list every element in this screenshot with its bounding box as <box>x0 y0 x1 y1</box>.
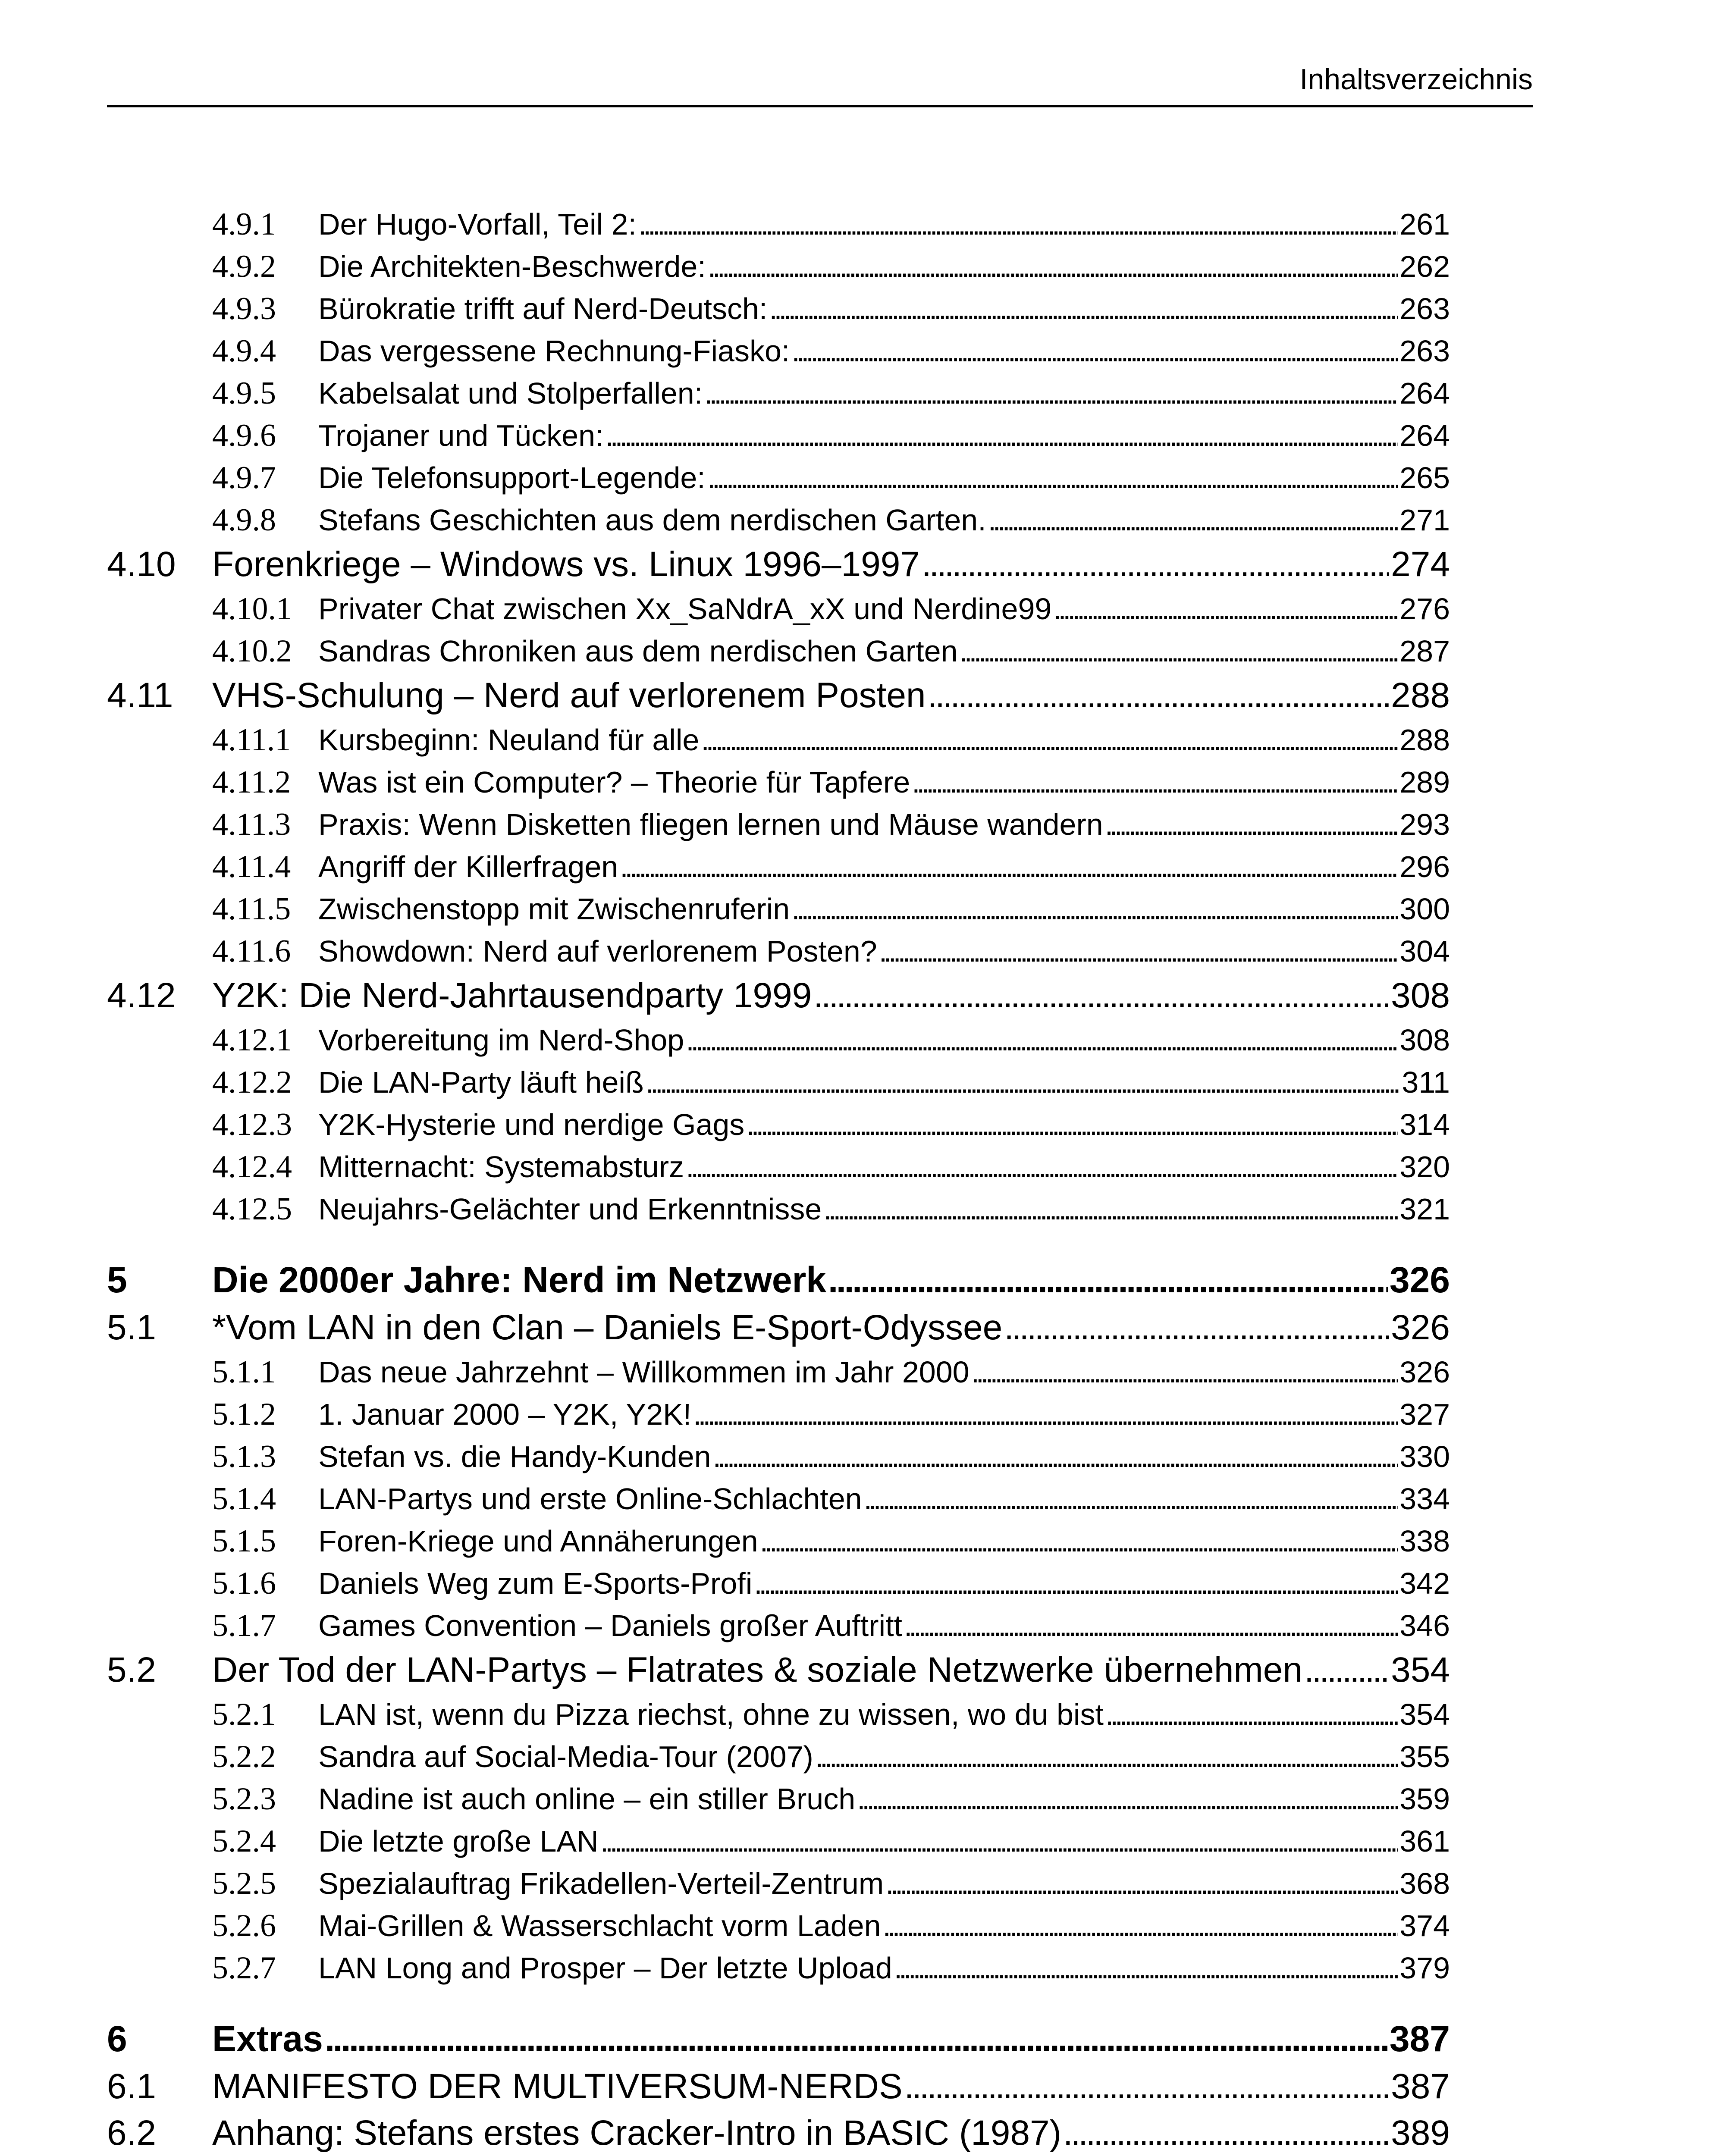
toc-entry-number: 4.11.3 <box>212 807 291 842</box>
toc-entry-title: Anhang: Stefans erstes Cracker-Intro in BASIC (1987) <box>212 2113 1061 2153</box>
toc-entry-page-number: 387 <box>1391 2067 1450 2106</box>
toc-entry-number: 4.9.6 <box>212 418 276 453</box>
toc-entry-title: Spezialauftrag Frikadellen-Verteil-Zentrum <box>318 1867 884 1900</box>
toc-entry-sub[interactable] <box>107 1481 1450 1523</box>
toc-entry-number: 5.1.3 <box>212 1439 276 1474</box>
dot-leader <box>912 765 1398 799</box>
toc-entry-number: 4.11.1 <box>212 722 291 758</box>
toc-entry-page-number: 342 <box>1399 1567 1450 1600</box>
toc-entry-page-number: 296 <box>1399 850 1450 884</box>
toc-entry-title: Der Tod der LAN-Partys – Flatrates & soziale Netzwerke übernehmen <box>212 1650 1302 1689</box>
toc-entry-number: 4.9.5 <box>212 376 276 411</box>
dot-leader <box>885 1866 1398 1901</box>
dot-leader <box>746 1107 1398 1142</box>
toc-entry-number: 4.10.1 <box>212 591 292 627</box>
dot-leader <box>828 1259 1388 1301</box>
dot-leader <box>864 1482 1398 1516</box>
dot-leader <box>791 334 1398 368</box>
toc-entry-number: 4.11.5 <box>212 891 291 927</box>
dot-leader <box>857 1782 1398 1816</box>
toc-entry-title: Sandra auf Social-Media-Tour (2007) <box>318 1740 813 1774</box>
toc-entry-number: 4.12.4 <box>212 1149 292 1185</box>
toc-entry-number: 5.1.1 <box>212 1354 276 1390</box>
toc-entry-title: Die Architekten-Beschwerde: <box>318 250 706 283</box>
toc-entry-page-number: 346 <box>1399 1609 1450 1642</box>
dot-leader <box>928 675 1390 716</box>
toc-entry-page-number: 289 <box>1399 765 1450 799</box>
toc-entry-title: Forenkriege – Windows vs. Linux 1996–1997 <box>212 545 920 584</box>
toc-entry-page-number: 308 <box>1391 976 1450 1015</box>
toc-entry-title: Neujahrs-Gelächter und Erkenntnisse <box>318 1192 822 1226</box>
toc-entry-page-number: 361 <box>1399 1824 1450 1858</box>
toc-entry-sub[interactable] <box>107 849 1450 891</box>
toc-entry-page-number: 354 <box>1399 1698 1450 1731</box>
toc-entry-sub[interactable] <box>107 1438 1450 1481</box>
toc-entry-page-number: 368 <box>1399 1867 1450 1900</box>
toc-entry-title: 1. Januar 2000 – Y2K, Y2K! <box>318 1398 692 1431</box>
toc-entry-title: Die letzte große LAN <box>318 1824 599 1858</box>
toc-entry-page-number: 287 <box>1399 634 1450 668</box>
toc-entry-page-number: 379 <box>1399 1951 1450 1985</box>
toc-entry-title: Extras <box>212 2018 323 2059</box>
table-of-contents <box>107 206 1450 2156</box>
toc-entry-title: Vorbereitung im Nerd-Shop <box>318 1023 684 1057</box>
toc-entry-title: LAN ist, wenn du Pizza riechst, ohne zu wissen, wo du bist <box>318 1698 1104 1731</box>
toc-entry-number: 4.12.1 <box>212 1022 292 1058</box>
toc-entry-page-number: 261 <box>1399 207 1450 241</box>
toc-entry-page-number: 308 <box>1399 1023 1450 1057</box>
dot-leader <box>620 849 1398 884</box>
toc-entry-sub[interactable] <box>107 1739 1450 1781</box>
dot-leader <box>769 291 1398 326</box>
toc-entry-number: 4.11 <box>107 676 173 715</box>
toc-entry-number: 4.12 <box>107 976 176 1015</box>
toc-entry-number: 4.12.3 <box>212 1107 292 1142</box>
dot-leader <box>600 1824 1398 1858</box>
toc-entry-page-number: 304 <box>1399 934 1450 968</box>
toc-entry-title: Zwischenstopp mit Zwischenruferin <box>318 892 790 926</box>
toc-entry-title: Y2K-Hysterie und nerdige Gags <box>318 1108 745 1141</box>
toc-entry-sub[interactable] <box>107 1106 1450 1149</box>
toc-entry-title: MANIFESTO DER MULTIVERSUM-NERDS <box>212 2067 903 2106</box>
toc-entry-page-number: 263 <box>1399 334 1450 368</box>
toc-entry-chap[interactable] <box>107 1259 1450 1307</box>
toc-entry-number: 5.2.1 <box>212 1697 276 1732</box>
toc-entry-sub[interactable] <box>107 764 1450 806</box>
toc-entry-sub[interactable] <box>107 1354 1450 1396</box>
toc-entry-title: LAN Long and Prosper – Der letzte Upload <box>318 1951 892 1985</box>
toc-entry-page-number: 334 <box>1399 1482 1450 1516</box>
toc-entry-title: Games Convention – Daniels großer Auftritt <box>318 1609 902 1642</box>
toc-entry-title: Angriff der Killerfragen <box>318 850 618 884</box>
dot-leader <box>1105 807 1398 842</box>
dot-leader <box>791 892 1398 926</box>
toc-entry-page-number: 271 <box>1399 503 1450 537</box>
toc-entry-sub[interactable] <box>107 891 1450 933</box>
toc-entry-page-number: 326 <box>1389 1260 1450 1300</box>
toc-entry-title: Kabelsalat und Stolperfallen: <box>318 376 703 410</box>
toc-entry-page-number: 311 <box>1402 1065 1450 1099</box>
toc-entry-sec[interactable] <box>107 975 1450 1022</box>
toc-entry-number: 4.9.1 <box>212 207 276 242</box>
dot-leader <box>879 934 1398 968</box>
toc-entry-title: VHS-Schulung – Nerd auf verlorenem Posten <box>212 676 926 715</box>
dot-leader <box>760 1524 1398 1558</box>
toc-entry-sec[interactable] <box>107 1307 1450 1354</box>
toc-entry-sub[interactable] <box>107 1696 1450 1739</box>
toc-entry-title: Foren-Kriege und Annäherungen <box>318 1524 758 1558</box>
toc-entry-page-number: 300 <box>1399 892 1450 926</box>
toc-entry-page-number: 265 <box>1399 461 1450 495</box>
dot-leader <box>1304 1650 1389 1690</box>
toc-entry-title: Kursbeginn: Neuland für alle <box>318 723 700 757</box>
toc-entry-sub[interactable] <box>107 1950 1450 1992</box>
dot-leader <box>960 634 1398 668</box>
toc-entry-sub[interactable] <box>107 248 1450 291</box>
toc-entry-title: Showdown: Nerd auf verlorenem Posten? <box>318 934 877 968</box>
toc-entry-title: Die LAN-Party läuft heiß <box>318 1065 644 1099</box>
toc-entry-sub[interactable] <box>107 417 1450 460</box>
toc-entry-sub[interactable] <box>107 722 1450 764</box>
toc-entry-sub[interactable] <box>107 1565 1450 1608</box>
toc-entry-sec[interactable] <box>107 2113 1450 2156</box>
toc-entry-title: Bürokratie trifft auf Nerd-Deutsch: <box>318 292 768 326</box>
toc-entry-number: 4.11.6 <box>212 934 291 969</box>
toc-entry-number: 5 <box>107 1260 127 1300</box>
toc-entry-number: 4.9.8 <box>212 502 276 538</box>
toc-entry-page-number: 374 <box>1399 1909 1450 1943</box>
dot-leader <box>638 207 1398 241</box>
toc-entry-title: Die Telefonsupport-Legende: <box>318 461 706 495</box>
toc-entry-title: Der Hugo-Vorfall, Teil 2: <box>318 207 637 241</box>
toc-entry-title: Das vergessene Rechnung-Fiasko: <box>318 334 790 368</box>
toc-entry-page-number: 263 <box>1399 292 1450 326</box>
toc-entry-number: 4.10 <box>107 545 176 584</box>
toc-entry-number: 4.9.4 <box>212 333 276 369</box>
dot-leader <box>894 1951 1398 1985</box>
dot-leader <box>686 1150 1398 1184</box>
toc-entry-chap[interactable] <box>107 2018 1450 2066</box>
dot-leader <box>971 1355 1398 1389</box>
dot-leader <box>1063 2113 1389 2153</box>
running-head: Inhaltsverzeichnis <box>1299 63 1533 96</box>
toc-entry-title: Was ist ein Computer? – Theorie für Tapfere <box>318 765 910 799</box>
toc-entry-number: 5.1 <box>107 1308 156 1347</box>
dot-leader <box>713 1439 1398 1474</box>
toc-entry-sub[interactable] <box>107 333 1450 375</box>
toc-entry-sub[interactable] <box>107 1523 1450 1565</box>
toc-entry-sub[interactable] <box>107 1823 1450 1865</box>
toc-entry-sub[interactable] <box>107 375 1450 417</box>
toc-entry-sub[interactable] <box>107 502 1450 544</box>
toc-entry-sub[interactable] <box>107 1865 1450 1908</box>
toc-entry-sub[interactable] <box>107 591 1450 633</box>
toc-entry-page-number: 262 <box>1399 250 1450 283</box>
toc-entry-page-number: 389 <box>1391 2113 1450 2153</box>
toc-entry-number: 5.1.6 <box>212 1566 276 1601</box>
toc-entry-number: 5.1.5 <box>212 1523 276 1559</box>
toc-entry-sub[interactable] <box>107 1608 1450 1650</box>
toc-entry-page-number: 338 <box>1399 1524 1450 1558</box>
dot-leader <box>823 1192 1398 1226</box>
toc-entry-sub[interactable] <box>107 1064 1450 1106</box>
toc-entry-page-number: 330 <box>1399 1440 1450 1473</box>
toc-entry-title: Die 2000er Jahre: Nerd im Netzwerk <box>212 1260 827 1300</box>
dot-leader <box>701 723 1398 757</box>
toc-entry-title: Mai-Grillen & Wasserschlacht vorm Laden <box>318 1909 881 1943</box>
dot-leader <box>704 376 1398 411</box>
toc-entry-page-number: 264 <box>1399 419 1450 452</box>
toc-entry-number: 6 <box>107 2018 127 2059</box>
toc-entry-number: 4.12.5 <box>212 1191 292 1227</box>
toc-entry-sub[interactable] <box>107 806 1450 849</box>
toc-entry-number: 4.12.2 <box>212 1065 292 1100</box>
toc-entry-title: Stefan vs. die Handy-Kunden <box>318 1440 711 1473</box>
toc-entry-sub[interactable] <box>107 206 1450 248</box>
toc-entry-page-number: 288 <box>1399 723 1450 757</box>
toc-entry-sec[interactable] <box>107 2066 1450 2113</box>
dot-leader <box>904 1608 1398 1643</box>
toc-entry-sub[interactable] <box>107 633 1450 675</box>
toc-entry-number: 4.11.2 <box>212 765 291 800</box>
toc-entry-page-number: 264 <box>1399 376 1450 410</box>
toc-entry-number: 5.2.2 <box>212 1739 276 1774</box>
toc-entry-title: Mitternacht: Systemabsturz <box>318 1150 684 1184</box>
toc-entry-number: 6.1 <box>107 2067 156 2106</box>
toc-entry-page-number: 387 <box>1389 2018 1450 2059</box>
toc-entry-number: 5.1.2 <box>212 1397 276 1432</box>
toc-entry-number: 5.2.3 <box>212 1781 276 1817</box>
toc-entry-page-number: 326 <box>1391 1308 1450 1347</box>
dot-leader <box>707 461 1398 495</box>
dot-leader <box>1053 592 1398 626</box>
toc-entry-page-number: 293 <box>1399 808 1450 841</box>
dot-leader <box>693 1397 1398 1432</box>
toc-entry-page-number: 326 <box>1399 1355 1450 1389</box>
toc-entry-title: Daniels Weg zum E-Sports-Profi <box>318 1567 753 1600</box>
toc-entry-sub[interactable] <box>107 1149 1450 1191</box>
toc-entry-page-number: 276 <box>1399 592 1450 626</box>
toc-entry-page-number: 320 <box>1399 1150 1450 1184</box>
toc-entry-title: Das neue Jahrzehnt – Willkommen im Jahr 2000 <box>318 1355 970 1389</box>
toc-entry-number: 4.9.2 <box>212 249 276 284</box>
toc-entry-number: 5.1.4 <box>212 1481 276 1517</box>
toc-entry-number: 5.2.5 <box>212 1866 276 1901</box>
toc-entry-number: 4.9.7 <box>212 460 276 495</box>
dot-leader <box>1004 1307 1389 1348</box>
dot-leader <box>815 1739 1398 1774</box>
dot-leader <box>686 1023 1398 1057</box>
header-rule <box>107 105 1533 107</box>
toc-entry-number: 5.2.6 <box>212 1908 276 1943</box>
toc-entry-number: 5.1.7 <box>212 1608 276 1643</box>
toc-entry-page-number: 321 <box>1399 1192 1450 1226</box>
toc-entry-title: Y2K: Die Nerd-Jahrtausendparty 1999 <box>212 976 812 1015</box>
toc-entry-sub[interactable] <box>107 1781 1450 1823</box>
toc-entry-title: Privater Chat zwischen Xx_SaNdrA_xX und Nerdine99 <box>318 592 1052 626</box>
toc-entry-number: 5.2.7 <box>212 1950 276 1986</box>
toc-entry-page-number: 327 <box>1399 1398 1450 1431</box>
toc-entry-number: 4.10.2 <box>212 633 292 669</box>
toc-entry-title: Trojaner und Tücken: <box>318 419 604 452</box>
toc-entry-title: Nadine ist auch online – ein stiller Bruch <box>318 1782 856 1816</box>
toc-entry-number: 4.9.3 <box>212 291 276 326</box>
toc-entry-page-number: 314 <box>1399 1108 1450 1141</box>
dot-leader <box>988 503 1398 537</box>
toc-entry-title: *Vom LAN in den Clan – Daniels E-Sport-Odyssee <box>212 1308 1003 1347</box>
toc-entry-title: LAN-Partys und erste Online-Schlachten <box>318 1482 862 1516</box>
toc-entry-sub[interactable] <box>107 1396 1450 1438</box>
toc-entry-page-number: 274 <box>1391 545 1450 584</box>
dot-leader <box>325 2018 1388 2060</box>
dot-leader <box>904 2066 1390 2107</box>
toc-entry-title: Sandras Chroniken aus dem nerdischen Garten <box>318 634 958 668</box>
dot-leader <box>646 1065 1400 1100</box>
toc-entry-page-number: 359 <box>1399 1782 1450 1816</box>
toc-entry-sub[interactable] <box>107 1908 1450 1950</box>
toc-entry-number: 6.2 <box>107 2113 156 2153</box>
toc-entry-number: 5.2 <box>107 1650 156 1689</box>
dot-leader <box>922 544 1389 585</box>
dot-leader <box>813 975 1389 1016</box>
toc-entry-sub[interactable] <box>107 460 1450 502</box>
toc-entry-sub[interactable] <box>107 1191 1450 1233</box>
toc-entry-number: 5.2.4 <box>212 1824 276 1859</box>
toc-entry-sub[interactable] <box>107 291 1450 333</box>
toc-entry-number: 4.11.4 <box>212 849 291 884</box>
toc-entry-page-number: 288 <box>1391 676 1450 715</box>
toc-entry-sec[interactable] <box>107 675 1450 722</box>
toc-entry-page-number: 355 <box>1399 1740 1450 1774</box>
toc-entry-title: Stefans Geschichten aus dem nerdischen Garten. <box>318 503 986 537</box>
toc-entry-page-number: 354 <box>1391 1650 1450 1689</box>
toc-entry-sub[interactable] <box>107 1022 1450 1064</box>
dot-leader <box>708 249 1398 284</box>
dot-leader <box>605 418 1398 453</box>
dot-leader <box>1105 1697 1398 1732</box>
dot-leader <box>883 1908 1398 1943</box>
toc-entry-sub[interactable] <box>107 933 1450 975</box>
toc-entry-sec[interactable] <box>107 544 1450 591</box>
toc-entry-title: Praxis: Wenn Disketten fliegen lernen und Mäuse wandern <box>318 808 1103 841</box>
toc-entry-sec[interactable] <box>107 1650 1450 1696</box>
dot-leader <box>754 1566 1398 1601</box>
